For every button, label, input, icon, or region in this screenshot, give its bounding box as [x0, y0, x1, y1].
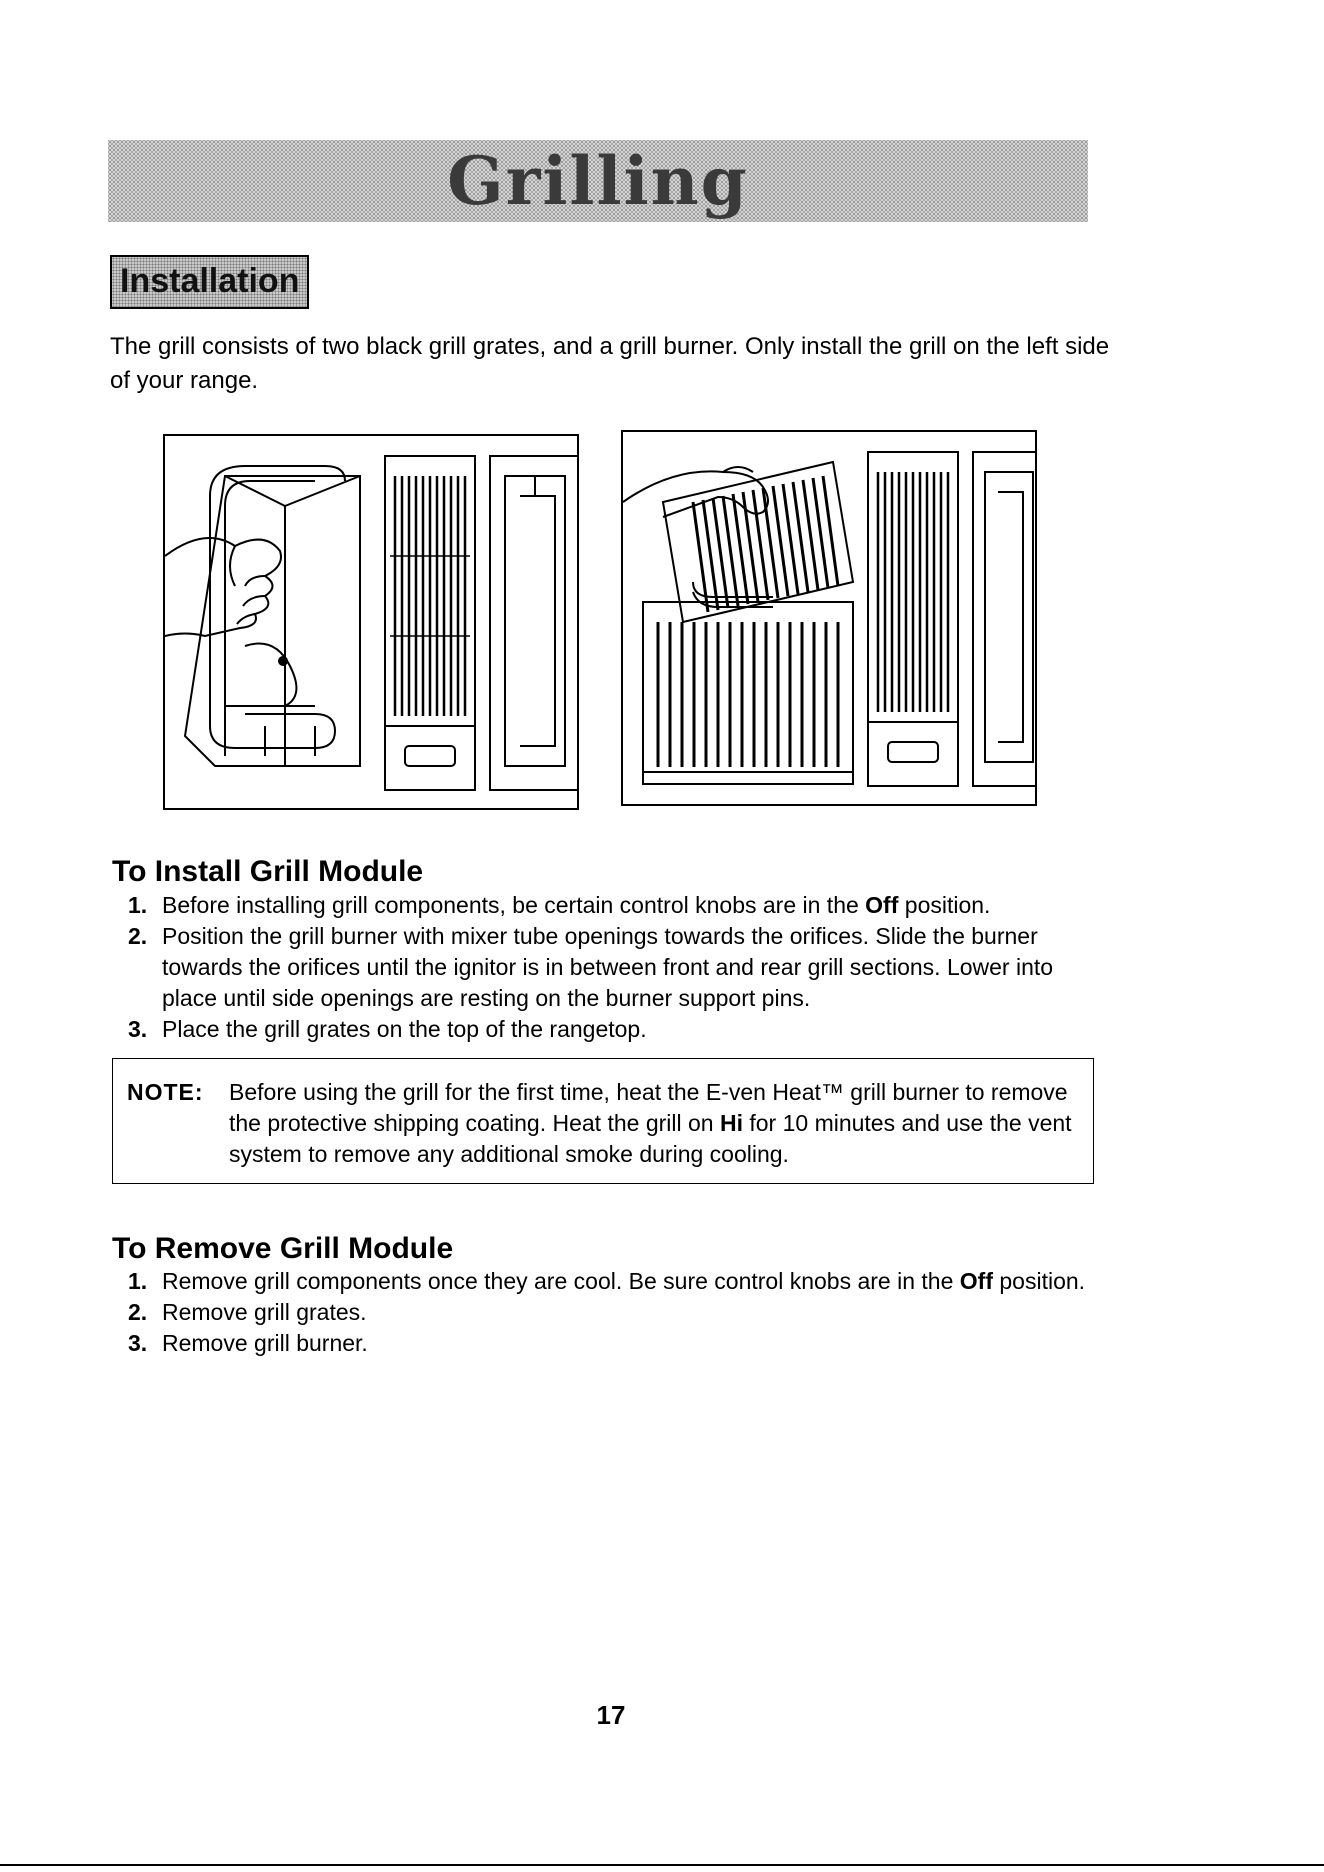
page-title: Grilling	[447, 142, 749, 220]
note-label: NOTE:	[127, 1079, 204, 1105]
install-step: 2. Position the grill burner with mixer tube openings towards the orifices. Slide the burner towards the orifices until the ignitor is in between front and rear grill sections. Lower into place until side openings are resting on the burner support pins.	[128, 923, 1054, 1011]
section-label-installation: Installation	[110, 255, 309, 309]
install-heading: To Install Grill Module	[112, 855, 424, 888]
page-number: 17	[596, 1700, 626, 1730]
title-banner	[108, 140, 1088, 222]
illustration-grate-install	[621, 430, 1037, 806]
remove-heading: To Remove Grill Module	[112, 1232, 454, 1265]
intro-paragraph: The grill consists of two black grill grates, and a grill burner. Only install the grill on the left side of your range.	[110, 333, 1110, 394]
grate-install-drawing	[623, 432, 1035, 804]
illustration-burner-install	[163, 434, 579, 810]
remove-step: 1. Remove grill components once they are cool. Be sure control knobs are in the Off position.	[128, 1268, 1086, 1294]
burner-install-drawing	[165, 436, 577, 808]
remove-steps	[110, 1266, 1110, 1359]
remove-step: 2. Remove grill grates.	[128, 1299, 367, 1325]
install-step: 1. Before installing grill components, be certain control knobs are in the Off position.	[128, 892, 991, 918]
note-text: Before using the grill for the first time, heat the E-ven Heat™ grill burner to remove the protective shipping coating. Heat the grill on Hi for 10 minutes and use the vent system to remove any additional smoke during cooling.	[229, 1079, 1072, 1167]
bottom-rule	[0, 1864, 1324, 1866]
remove-step: 3. Remove grill burner.	[128, 1330, 368, 1356]
note-box	[112, 1058, 1094, 1184]
install-steps	[110, 890, 1110, 1045]
install-step: 3. Place the grill grates on the top of the rangetop.	[128, 1016, 647, 1042]
